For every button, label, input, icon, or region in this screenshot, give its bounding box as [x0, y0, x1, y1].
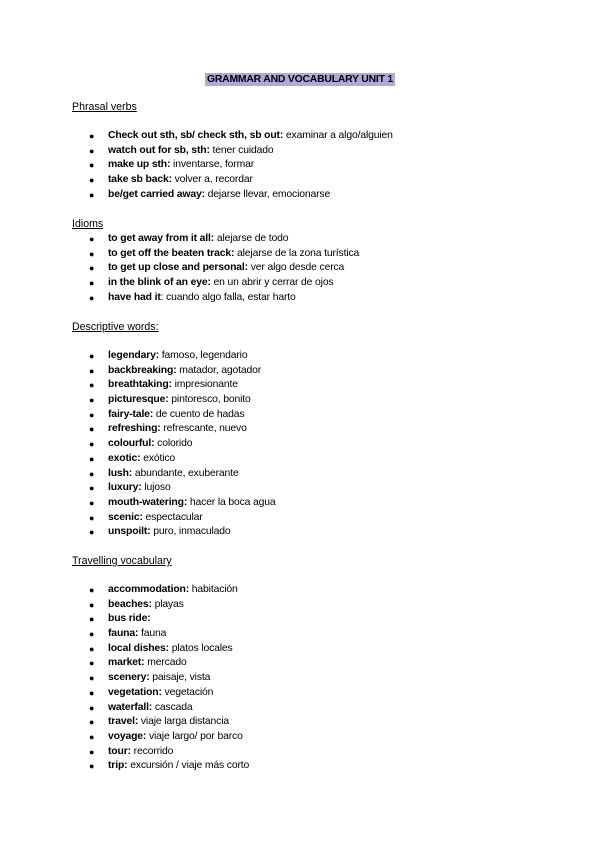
item-definition: viaje larga distancia — [138, 716, 229, 728]
bullet-icon: ● — [89, 234, 95, 244]
item-term: in the blink of an eye: — [108, 277, 211, 289]
item-definition: colorido — [154, 438, 193, 450]
item-term: local dishes: — [108, 642, 169, 654]
item-definition: examinar a algo/alguien — [283, 130, 393, 141]
item-definition: mercado — [144, 657, 187, 669]
item-definition: refrescante, nuevo — [160, 423, 247, 435]
item-definition: cascada — [152, 701, 193, 713]
list-item — [0, 715, 249, 730]
heading-travelling-vocabulary: Travelling vocabulary — [72, 555, 172, 567]
item-term: colourful: — [108, 438, 155, 450]
item-term: fauna: — [108, 628, 139, 640]
bullet-icon: ● — [89, 497, 95, 508]
bullet-icon: ● — [89, 131, 95, 141]
item-definition: excursión / viaje más corto — [127, 760, 250, 772]
item-term: take sb back: — [108, 174, 172, 186]
item-definition: : cuando algo falla, estar harto — [160, 291, 296, 303]
item-definition: famoso, legendario — [159, 350, 248, 361]
bullet-icon: ● — [89, 629, 95, 640]
item-definition: exótico — [140, 452, 176, 464]
item-definition: viaje largo/ por barco — [146, 730, 243, 742]
item-term: be/get carried away: — [108, 188, 205, 200]
item-definition: lujoso — [141, 482, 171, 494]
item-term: luxury: — [108, 482, 142, 494]
item-term: scenery: — [108, 672, 150, 684]
list-item — [0, 496, 276, 511]
bullet-icon: ● — [89, 483, 95, 494]
bullet-icon: ● — [89, 599, 95, 610]
bullet-icon: ● — [89, 278, 95, 289]
list-item — [0, 158, 393, 173]
item-term: fairy-tale: — [108, 408, 154, 420]
list-item — [0, 247, 359, 262]
list-item — [0, 408, 276, 423]
item-definition: alejarse de la zona turística — [234, 247, 360, 259]
document-title: GRAMMAR AND VOCABULARY UNIT 1 — [206, 74, 394, 85]
list-item — [0, 730, 249, 745]
item-definition: vegetación — [161, 686, 214, 698]
item-term: trip: — [108, 760, 128, 772]
bullet-icon: ● — [89, 527, 95, 538]
item-term: travel: — [108, 716, 139, 728]
item-term: exotic: — [108, 452, 141, 464]
heading-descriptive-words: Descriptive words: — [72, 321, 159, 333]
item-term: breathtaking: — [108, 379, 172, 391]
list-item — [0, 671, 249, 686]
item-term: waterfall: — [108, 701, 153, 713]
item-term: refreshing: — [108, 423, 161, 435]
bullet-icon: ● — [89, 248, 95, 259]
list-idioms — [0, 232, 359, 305]
item-definition: tener cuidado — [209, 144, 274, 156]
item-term: market: — [108, 657, 145, 669]
item-term: have had it — [108, 291, 161, 303]
bullet-icon: ● — [89, 160, 95, 171]
item-definition: de cuento de hadas — [153, 408, 245, 420]
item-term: to get off the beaten track: — [108, 247, 235, 259]
bullet-icon: ● — [89, 189, 95, 200]
bullet-icon: ● — [89, 175, 95, 186]
list-item — [0, 276, 359, 291]
bullet-icon: ● — [89, 717, 95, 728]
item-definition: impresionante — [171, 379, 238, 391]
heading-phrasal-verbs: Phrasal verbs — [72, 101, 137, 113]
list-item — [0, 583, 249, 598]
bullet-icon: ● — [89, 746, 95, 757]
bullet-icon: ● — [89, 351, 95, 361]
bullet-icon: ● — [89, 292, 95, 303]
list-phrasal-verbs — [0, 129, 393, 202]
item-term: scenic: — [108, 511, 143, 523]
bullet-icon: ● — [89, 409, 95, 420]
list-item — [0, 642, 249, 657]
bullet-icon: ● — [89, 453, 95, 464]
item-definition: en un abrir y cerrar de ojos — [210, 277, 334, 289]
list-item — [0, 759, 249, 774]
list-item — [0, 701, 249, 716]
list-item — [0, 745, 249, 760]
item-term: beaches: — [108, 598, 152, 610]
list-item — [0, 467, 276, 482]
list-item — [0, 525, 276, 540]
item-term: unspoilt: — [108, 526, 151, 538]
list-item — [0, 612, 249, 627]
item-term: to get up close and personal: — [108, 262, 248, 274]
item-definition: alejarse de todo — [214, 233, 289, 244]
item-definition: paisaje, vista — [149, 672, 211, 684]
item-term: vegetation: — [108, 686, 162, 698]
list-travelling-vocabulary — [0, 583, 249, 774]
list-item — [0, 232, 359, 247]
item-definition: volver a, recordar — [171, 174, 253, 186]
list-item — [0, 511, 276, 526]
bullet-icon: ● — [89, 658, 95, 669]
item-term: watch out for sb, sth: — [108, 144, 210, 156]
item-term: backbreaking: — [108, 364, 177, 376]
title-wrapper — [0, 73, 600, 86]
bullet-icon: ● — [89, 673, 95, 684]
item-term: voyage: — [108, 730, 147, 742]
bullet-icon: ● — [89, 731, 95, 742]
list-item — [0, 656, 249, 671]
list-item — [0, 452, 276, 467]
bullet-icon: ● — [89, 380, 95, 391]
bullet-icon: ● — [89, 614, 95, 625]
list-item — [0, 437, 276, 452]
bullet-icon: ● — [89, 395, 95, 406]
bullet-icon: ● — [89, 585, 95, 595]
bullet-icon: ● — [89, 424, 95, 435]
item-definition: ver algo desde cerca — [247, 262, 345, 274]
item-definition: abundante, exuberante — [132, 467, 239, 479]
item-term: mouth-watering: — [108, 496, 188, 508]
item-definition: pintoresco, bonito — [168, 394, 251, 406]
item-definition: inventarse, formar — [170, 159, 255, 171]
heading-idioms: Idioms — [72, 218, 104, 230]
item-term: bus ride: — [108, 613, 151, 625]
bullet-icon: ● — [89, 702, 95, 713]
list-item — [0, 393, 276, 408]
list-item — [0, 627, 249, 642]
list-item — [0, 129, 393, 144]
item-term: legendary: — [108, 350, 160, 361]
item-term: picturesque: — [108, 394, 169, 406]
list-item — [0, 173, 393, 188]
item-term: tour: — [108, 745, 131, 757]
bullet-icon: ● — [89, 643, 95, 654]
item-definition: puro, inmaculado — [150, 526, 231, 538]
list-item — [0, 686, 249, 701]
list-item — [0, 144, 393, 159]
item-term: Check out sth, sb/ check sth, sb out: — [108, 130, 284, 141]
list-item — [0, 481, 276, 496]
item-definition: dejarse llevar, emocionarse — [204, 188, 331, 200]
item-definition: recorrido — [130, 745, 174, 757]
list-item — [0, 349, 276, 364]
bullet-icon: ● — [89, 263, 95, 274]
item-definition: hacer la boca agua — [187, 496, 276, 508]
item-term: make up sth: — [108, 159, 171, 171]
bullet-icon: ● — [89, 761, 95, 772]
list-item — [0, 364, 276, 379]
item-definition: matador, agotador — [176, 364, 262, 376]
item-definition: playas — [151, 598, 184, 610]
list-item — [0, 598, 249, 613]
bullet-icon: ● — [89, 468, 95, 479]
list-item — [0, 261, 359, 276]
item-definition: platos locales — [169, 642, 233, 654]
list-descriptive-words — [0, 349, 276, 540]
list-item — [0, 291, 359, 306]
item-definition: espectacular — [142, 511, 203, 523]
bullet-icon: ● — [89, 145, 95, 156]
list-item — [0, 422, 276, 437]
list-item — [0, 378, 276, 393]
list-item — [0, 188, 393, 203]
item-term: accommodation: — [108, 584, 190, 595]
item-definition: fauna — [138, 628, 167, 640]
item-definition: habitación — [189, 584, 238, 595]
bullet-icon: ● — [89, 439, 95, 450]
item-term: lush: — [108, 467, 133, 479]
item-term: to get away from it all: — [108, 233, 215, 244]
bullet-icon: ● — [89, 365, 95, 376]
bullet-icon: ● — [89, 687, 95, 698]
bullet-icon: ● — [89, 512, 95, 523]
